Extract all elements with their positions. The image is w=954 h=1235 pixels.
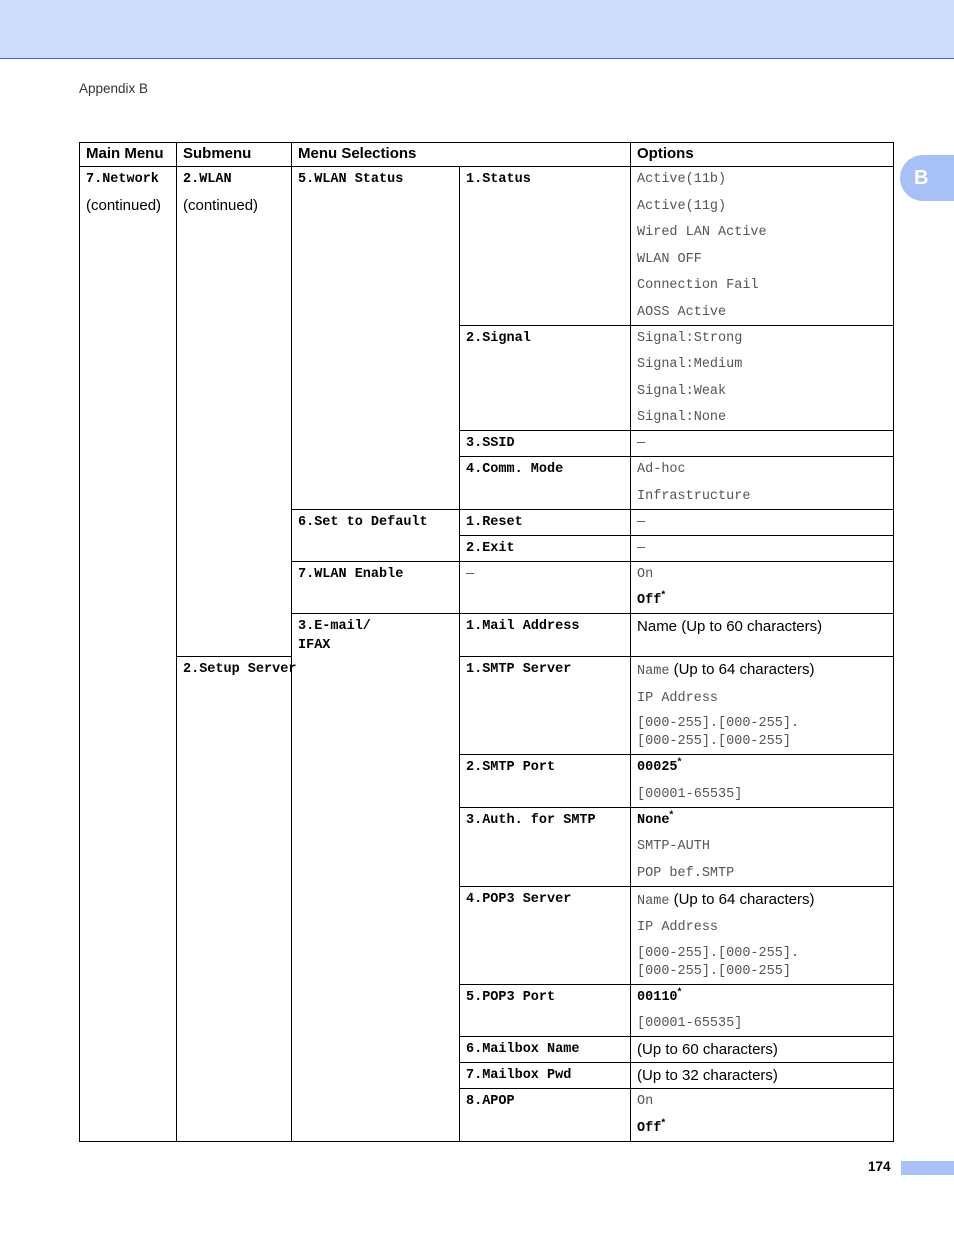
table-header-row [80,143,894,167]
comm-mode-options-cell [631,457,894,510]
option-value: — [466,566,475,582]
pop3-port-label: 5.POP3 Port [466,989,556,1005]
status-cell [460,167,631,326]
option-value: Signal:Weak [637,383,727,399]
option-value: Signal:None [637,410,727,425]
option-value: AOSS Active [637,304,727,320]
ssid-label: 3.SSID [466,436,515,451]
option-value: Signal:Medium [637,357,743,372]
smtp-port-cell [460,755,631,808]
option-value: Active(11g) [637,198,727,214]
table-row [80,657,894,755]
smtp-port-label: 2.SMTP Port [466,760,556,775]
set-default-cell [292,509,460,561]
option-value: Signal:Strong [637,330,743,346]
option-value: [000-255].[000-255]. [000-255].[000-255] [637,716,800,749]
submenu-email-label-2: IFAX [298,638,331,653]
mailbox-pwd-label: 7.Mailbox Pwd [466,1068,572,1083]
option-value: Name (Up to 64 characters) [637,890,815,909]
apop-label: 8.APOP [466,1094,515,1109]
main-menu-cell [80,167,177,1142]
exit-cell [460,535,631,561]
reset-label: 1.Reset [466,514,523,530]
default-option-value: None* [637,809,674,828]
auth-smtp-options-cell [631,807,894,886]
option-value: POP bef.SMTP [637,865,735,881]
comm-mode-label: 4.Comm. Mode [466,462,564,477]
setup-server-label: 2.Setup Server [183,662,297,677]
wlan-enable-label: 7.WLAN Enable [298,566,404,582]
submenu-wlan-label: 2.WLAN [183,172,232,187]
set-default-label: 6.Set to Default [298,514,428,530]
status-options-cell [631,167,894,326]
smtp-server-label: 1.SMTP Server [466,662,572,677]
section-header: Appendix B [79,81,149,96]
option-value: — [637,540,646,556]
default-option-value: 00110* [637,986,682,1005]
header-submenu: Submenu [177,143,292,167]
main-menu-label: 7.Network [86,172,159,187]
option-value: Infrastructure [637,488,751,504]
page-number: 174 [868,1159,891,1174]
default-marker: * [677,756,682,768]
option-value: (Up to 32 characters) [637,1067,778,1084]
wlan-status-label: 5.WLAN Status [298,172,404,187]
mailbox-name-options-cell [631,1037,894,1063]
mailbox-name-cell [460,1037,631,1063]
signal-options-cell [631,325,894,431]
pop3-port-options-cell [631,984,894,1037]
reset-options-cell [631,509,894,535]
status-label: 1.Status [466,172,531,187]
option-value: Wired LAN Active [637,225,767,240]
header-main-menu: Main Menu [80,143,177,167]
exit-label: 2.Exit [466,540,515,556]
mail-address-cell [460,614,631,657]
default-marker: * [661,589,666,601]
auth-smtp-label: 3.Auth. for SMTP [466,812,596,828]
default-marker: * [669,809,674,820]
signal-label: 2.Signal [466,330,531,346]
default-option-value: Off* [637,589,666,608]
option-value: [00001-65535] [637,786,743,802]
smtp-port-options-cell [631,755,894,808]
option-value: Active(11b) [637,172,727,187]
page-number-bar [901,1161,954,1175]
wlan-enable-options-cell [631,561,894,614]
header-menu-selections: Menu Selections [292,143,631,167]
submenu-wlan-cell [177,167,292,657]
mailbox-name-label: 6.Mailbox Name [466,1042,580,1057]
exit-options-cell [631,535,894,561]
mailbox-pwd-options-cell [631,1063,894,1089]
header-band [0,0,954,59]
option-value: IP Address [637,690,719,706]
option-value: — [637,436,646,451]
pop3-server-options-cell [631,886,894,984]
option-value: Name (Up to 60 characters) [637,618,823,635]
smtp-server-cell [460,657,631,755]
smtp-server-options-cell [631,657,894,755]
apop-cell [460,1089,631,1142]
default-marker: * [661,1117,666,1128]
appendix-tab[interactable]: B [900,155,954,201]
option-value: [000-255].[000-255]. [000-255].[000-255] [637,945,800,979]
option-value: (Up to 60 characters) [637,1041,778,1058]
header-options: Options [631,143,894,167]
option-value: Name (Up to 64 characters) [637,661,815,679]
pop3-server-label: 4.POP3 Server [466,891,572,907]
mail-address-label: 1.Mail Address [466,619,580,634]
option-value: — [637,514,646,530]
wlan-enable-selection-cell [460,561,631,614]
table-row [80,167,894,326]
wlan-enable-cell [292,561,460,614]
pop3-port-cell [460,984,631,1037]
mail-address-option-cell [631,614,894,657]
option-value: SMTP-AUTH [637,839,710,854]
setup-server-cell [177,657,297,1142]
option-value: On [637,1094,654,1109]
comm-mode-cell [460,457,631,510]
submenu-email-label-1: 3.E-mail/ [298,619,371,634]
option-value: On [637,566,654,582]
main-menu-note: (continued) [86,197,162,214]
menu-table [79,142,894,1142]
default-marker: * [677,986,682,997]
option-value: [00001-65535] [637,1016,743,1031]
reset-cell [460,509,631,535]
default-option-value: 00025* [637,756,682,775]
mailbox-pwd-cell [460,1063,631,1089]
ssid-options-cell [631,431,894,457]
ssid-cell [460,431,631,457]
submenu-wlan-note: (continued) [183,197,259,214]
option-value: WLAN OFF [637,251,702,267]
auth-smtp-cell [460,807,631,886]
apop-options-cell [631,1089,894,1142]
submenu-email-cell [292,614,460,1142]
option-value: Connection Fail [637,278,759,293]
option-value: IP Address [637,920,719,935]
option-value: Ad-hoc [637,462,686,477]
default-option-value: Off* [637,1117,666,1136]
wlan-status-cell [292,167,460,510]
pop3-server-cell [460,886,631,984]
signal-cell [460,325,631,431]
